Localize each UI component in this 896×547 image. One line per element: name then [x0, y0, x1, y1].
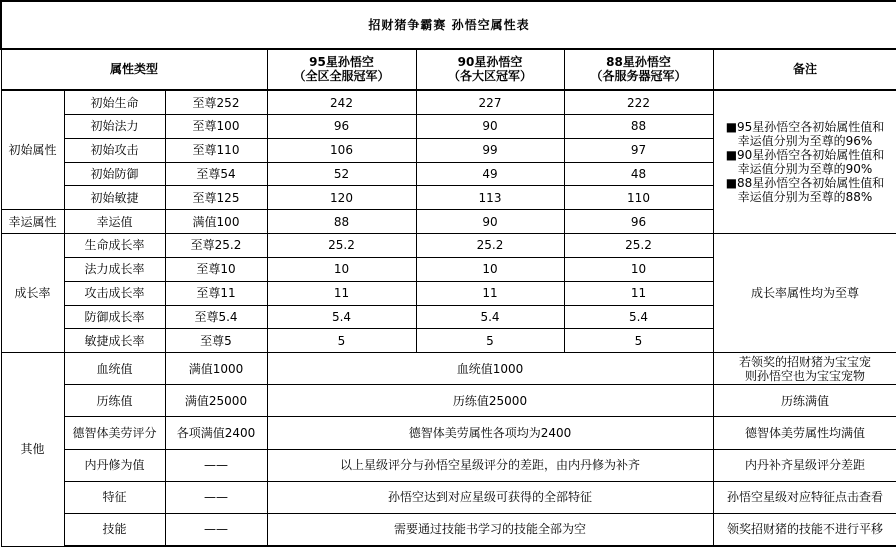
value-90: 90: [416, 114, 564, 138]
row-max: 至尊100: [165, 114, 267, 138]
value-90: 49: [416, 162, 564, 186]
value-95: 120: [267, 186, 416, 210]
value-95: 88: [267, 210, 416, 234]
row-max: 至尊25.2: [165, 234, 267, 258]
row-name: 初始防御: [64, 162, 165, 186]
merged-value: 需要通过技能书学习的技能全部为空: [267, 513, 713, 546]
value-95: 11: [267, 281, 416, 305]
row-max: 至尊110: [165, 138, 267, 162]
table-row: [1, 385, 896, 417]
row-note: 德智体美劳属性均满值: [713, 417, 896, 449]
row-max: 满值25000: [165, 385, 267, 417]
table-row: [1, 449, 896, 481]
value-90: 10: [416, 257, 564, 281]
row-name: 法力成长率: [64, 257, 165, 281]
value-88: 11: [564, 281, 713, 305]
value-88: 96: [564, 210, 713, 234]
value-88: 222: [564, 90, 713, 114]
row-max: ——: [165, 449, 267, 481]
value-90: 113: [416, 186, 564, 210]
value-95: 52: [267, 162, 416, 186]
row-max: ——: [165, 481, 267, 513]
row-name: 攻击成长率: [64, 281, 165, 305]
value-88: 5.4: [564, 305, 713, 329]
value-90: 227: [416, 90, 564, 114]
value-90: 5.4: [416, 305, 564, 329]
section-growth: 成长率: [1, 234, 64, 353]
value-90: 90: [416, 210, 564, 234]
row-name: 敏捷成长率: [64, 329, 165, 353]
row-note: 内丹补齐星级评分差距: [713, 449, 896, 481]
row-max: 至尊11: [165, 281, 267, 305]
value-95: 25.2: [267, 234, 416, 258]
header-88-star: 88星孙悟空 （各服务器冠军）: [564, 49, 713, 90]
table-row: [1, 481, 896, 513]
row-max: 至尊5.4: [165, 305, 267, 329]
header-attr-type: 属性类型: [1, 49, 267, 90]
merged-value: 血统值1000: [267, 353, 713, 385]
row-max: ——: [165, 513, 267, 546]
row-name: 幸运值: [64, 210, 165, 234]
row-name: 血统值: [64, 353, 165, 385]
value-88: 25.2: [564, 234, 713, 258]
header-95-star: 95星孙悟空 （全区全服冠军）: [267, 49, 416, 90]
row-note: 领奖招财猪的技能不进行平移: [713, 513, 896, 546]
value-88: 5: [564, 329, 713, 353]
table-row: [1, 90, 896, 114]
row-max: 至尊5: [165, 329, 267, 353]
header-90-star: 90星孙悟空 （各大区冠军）: [416, 49, 564, 90]
row-max: 至尊252: [165, 90, 267, 114]
table-row: [1, 417, 896, 449]
table-row: [1, 353, 896, 385]
row-name: 技能: [64, 513, 165, 546]
row-name: 内丹修为值: [64, 449, 165, 481]
merged-value: 历练值25000: [267, 385, 713, 417]
value-88: 97: [564, 138, 713, 162]
header-note: 备注: [713, 49, 896, 90]
row-name: 初始生命: [64, 90, 165, 114]
table-row: [1, 513, 896, 546]
row-max: 各项满值2400: [165, 417, 267, 449]
row-name: 生命成长率: [64, 234, 165, 258]
sheet-title: 招财猪争霸赛 孙悟空属性表: [1, 1, 896, 49]
value-90: 99: [416, 138, 564, 162]
row-note: 孙悟空星级对应特征点击查看: [713, 481, 896, 513]
row-max: 至尊125: [165, 186, 267, 210]
merged-value: 孙悟空达到对应星级可获得的全部特征: [267, 481, 713, 513]
row-name: 历练值: [64, 385, 165, 417]
value-88: 10: [564, 257, 713, 281]
row-max: 满值1000: [165, 353, 267, 385]
value-90: 5: [416, 329, 564, 353]
value-95: 10: [267, 257, 416, 281]
value-88: 88: [564, 114, 713, 138]
value-95: 5: [267, 329, 416, 353]
value-88: 110: [564, 186, 713, 210]
row-max: 至尊54: [165, 162, 267, 186]
section-luck: 幸运属性: [1, 210, 64, 234]
value-95: 242: [267, 90, 416, 114]
row-name: 特征: [64, 481, 165, 513]
section-initial: 初始属性: [1, 90, 64, 210]
row-name: 初始敏捷: [64, 186, 165, 210]
value-90: 11: [416, 281, 564, 305]
row-name: 防御成长率: [64, 305, 165, 329]
row-name: 德智体美劳评分: [64, 417, 165, 449]
value-95: 5.4: [267, 305, 416, 329]
row-max: 至尊10: [165, 257, 267, 281]
value-88: 48: [564, 162, 713, 186]
row-name: 初始攻击: [64, 138, 165, 162]
growth-note: 成长率属性均为至尊: [713, 234, 896, 353]
merged-value: 以上星级评分与孙悟空星级评分的差距，由内丹修为补齐: [267, 449, 713, 481]
row-max: 满值100: [165, 210, 267, 234]
row-note: 若领奖的招财猪为宝宝宠 则孙悟空也为宝宝宠物: [713, 353, 896, 385]
table-row: [1, 234, 896, 258]
merged-value: 德智体美劳属性各项均为2400: [267, 417, 713, 449]
row-name: 初始法力: [64, 114, 165, 138]
initial-note: ■95星孙悟空各初始属性值和 幸运值分别为至尊的96% ■90星孙悟空各初始属性值和 幸运值分别为至尊的90% ■88星孙悟空各初始属性值和 幸运值分别为至尊的88%: [713, 90, 896, 233]
value-90: 25.2: [416, 234, 564, 258]
value-95: 96: [267, 114, 416, 138]
row-note: 历练满值: [713, 385, 896, 417]
value-95: 106: [267, 138, 416, 162]
section-other: 其他: [1, 353, 64, 546]
